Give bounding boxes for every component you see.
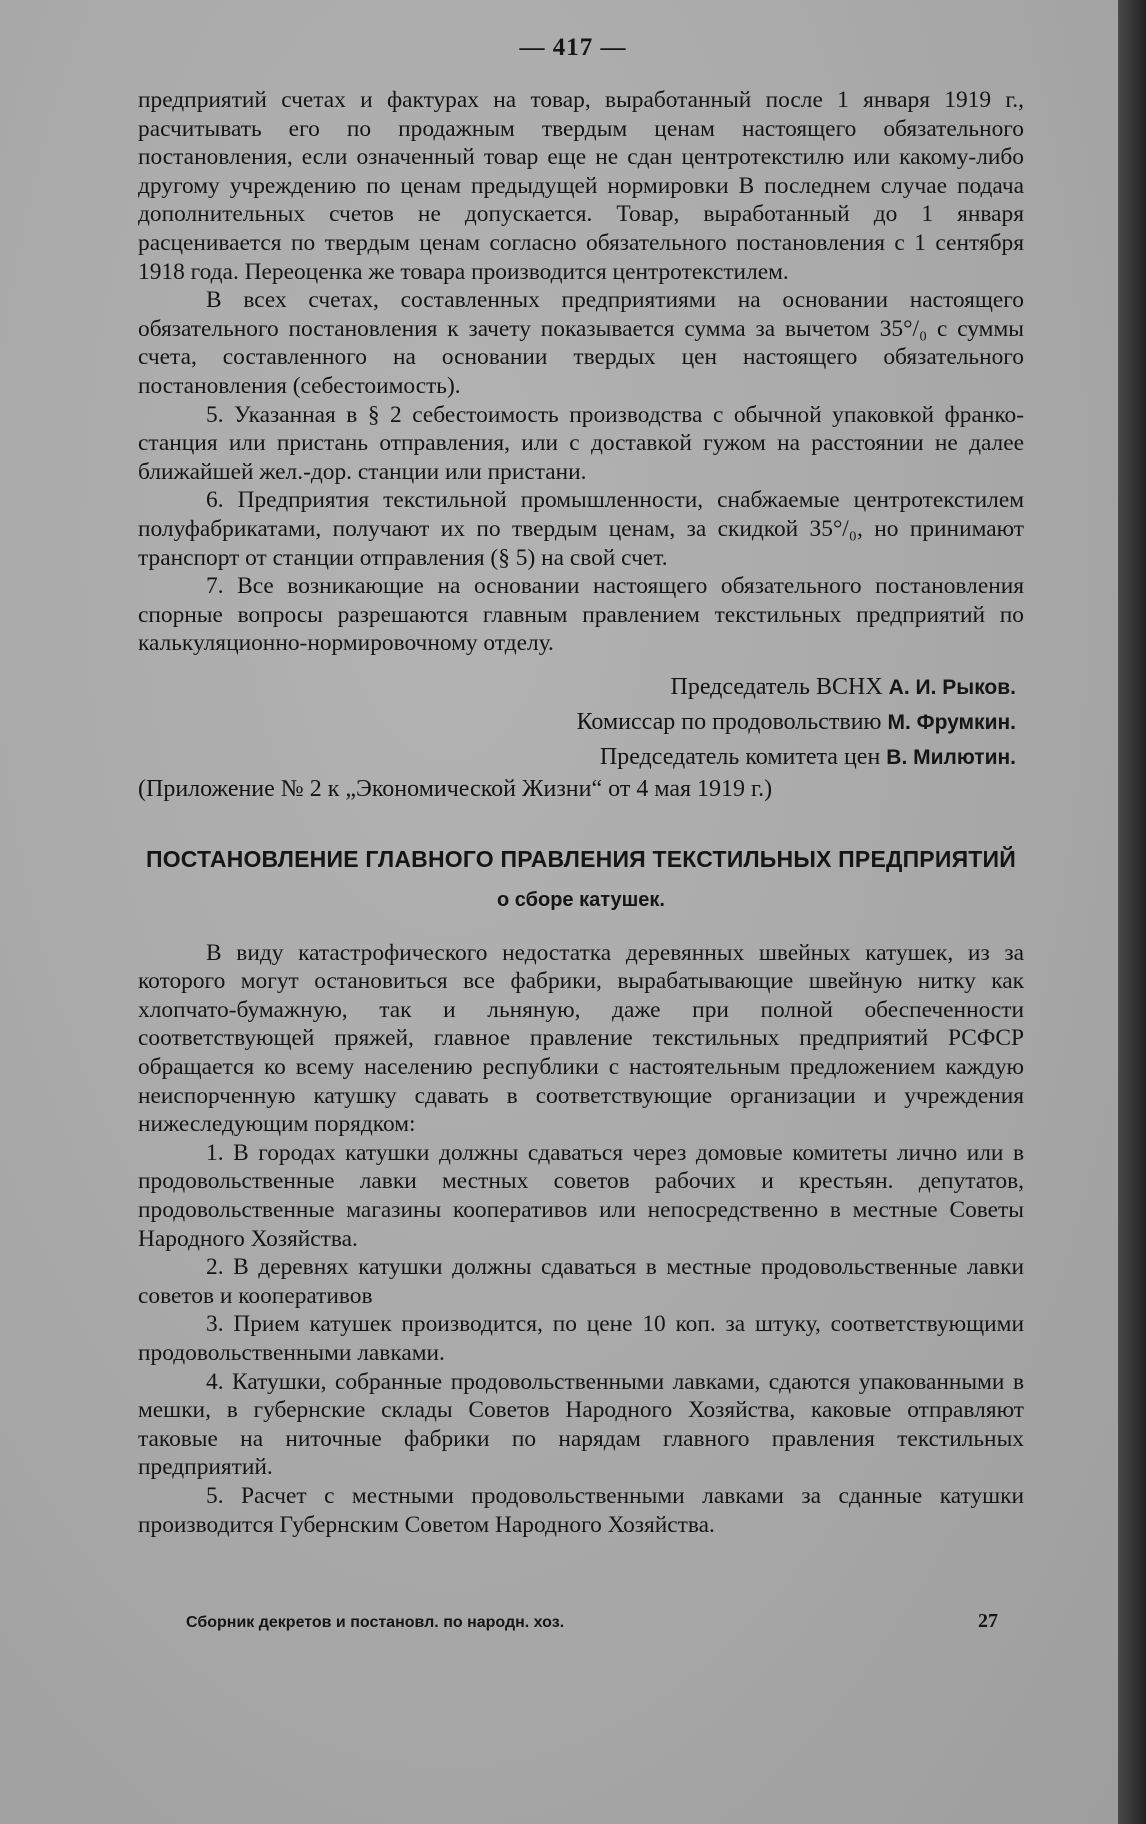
footer-sheet-number: 27	[978, 1610, 998, 1632]
paragraph-item-7: 7. Все возникающие на основании настоящего обязательного постановления спорные вопросы разрешаются главным правлением текстильных предприятий по калькуляционно-нормировочному отделу.	[138, 573, 1024, 657]
footer-title: Сборник декретов и постановл. по народн. хоз.	[186, 1614, 565, 1631]
list-item-1: 1. В городах катушки должны сдаваться через домовые комитеты лично или в продовольственные лавки местных советов рабочих и крестьян. депутатов, продовольственные магазины кооперативов или непосредственно в местные Советы Народного Хозяйства.	[138, 1139, 1024, 1252]
signature-role: Комиссар по продовольствию	[576, 708, 882, 735]
page-footer	[186, 1610, 998, 1632]
signature-name: А. И. Рыков.	[888, 675, 1016, 699]
paragraph-item-5: 5. Указанная в § 2 себестоимость производства с обычной упаковкой франко-станция или пристань отправления, или с доставкой гужом на расстоянии не далее ближайшей жел.-дор. станции или пристани.	[138, 401, 1024, 485]
paragraph-accounts: В всех счетах, составленных предприятиями на основании настоящего обязательного постановления к зачету показывается сумма за вычетом 35°/₀ с суммы счета, составленного на основании твердых цен настоящего обязательного постановления (себестоимость).	[138, 287, 1024, 399]
signature-role: Председатель ВСНХ	[670, 673, 883, 700]
signature-role: Председатель комитета цен	[599, 743, 881, 770]
signature-line	[138, 705, 1016, 740]
signatures	[138, 670, 1016, 775]
signature-name: В. Милютин.	[886, 745, 1016, 769]
section-heading: ПОСТАНОВЛЕНИЕ ГЛАВНОГО ПРАВЛЕНИЯ ТЕКСТИЛЬНЫХ ПРЕДПРИЯТИЙ	[145, 846, 1017, 873]
appendix-note: (Приложение № 2 к „Экономической Жизни“ от 4 мая 1919 г.)	[138, 775, 773, 802]
list-item-3: 3. Прием катушек производится, по цене 10 коп. за штуку, соответствующими продовольственными лавками.	[138, 1311, 1024, 1366]
paragraph-item-6: 6. Предприятия текстильной промышленности, снабжаемые центротекстилем полуфабрикатами, получают их по твердым ценам, за скидкой 35°/₀, но принимают транспорт от станции отправления (§ 5) на свой счет.	[138, 487, 1024, 571]
list-item-4: 4. Катушки, собранные продовольственными лавками, сдаются упакованными в мешки, в губернские склады Советов Народного Хозяйства, каковые отправляют таковые на ниточные фабрики по нарядам главного правления текстильных предприятий.	[138, 1368, 1024, 1481]
page-edge-shadow	[1118, 0, 1146, 1824]
signature-name: М. Фрумкин.	[887, 710, 1016, 734]
paragraph-continuation: предприятий счетах и фактурах на товар, выработанный после 1 января 1919 г., расчитывать его по продажным твердым ценам настоящего обязательного постановления, если означенный товар еще не сдан центротекстилю или какому-либо другому учреждению по ценам предыдущей нормировки В последнем случае подача дополнительных счетов не допускается. Товар, выработанный до 1 января расценивается по твердым ценам согласно обязательного постановления с 1 сентября 1918 года. Переоценка же товара производится центротекстилем.	[138, 87, 1024, 285]
section-subheading: о сборе катушек.	[496, 889, 665, 912]
page-number: — 417 —	[519, 34, 627, 61]
signature-line	[138, 740, 1016, 775]
list-item-2: 2. В деревнях катушки должны сдаваться в местные продовольственные лавки советов и кооперативов	[138, 1254, 1024, 1309]
paragraph-intro: В виду катастрофического недостатка деревянных швейных катушек, из за которого могут остановиться все фабрики, вырабатывающие швейную нитку как хлопчато-бумажную, так и льняную, даже при полной обеспеченности соответствующей пряжей, главное правление текстильных предприятий РСФСР обращается ко всему населению республики с настоятельным предложением каждую неиспорченную катушку сдавать в соответствующие организации и учреждения нижеследующим порядком:	[138, 939, 1024, 1138]
list-item-5: 5. Расчет с местными продовольственными лавками за сданные катушки производится Губернским Советом Народного Хозяйства.	[138, 1482, 1024, 1538]
signature-line	[138, 670, 1016, 705]
document-body	[138, 86, 1024, 1539]
